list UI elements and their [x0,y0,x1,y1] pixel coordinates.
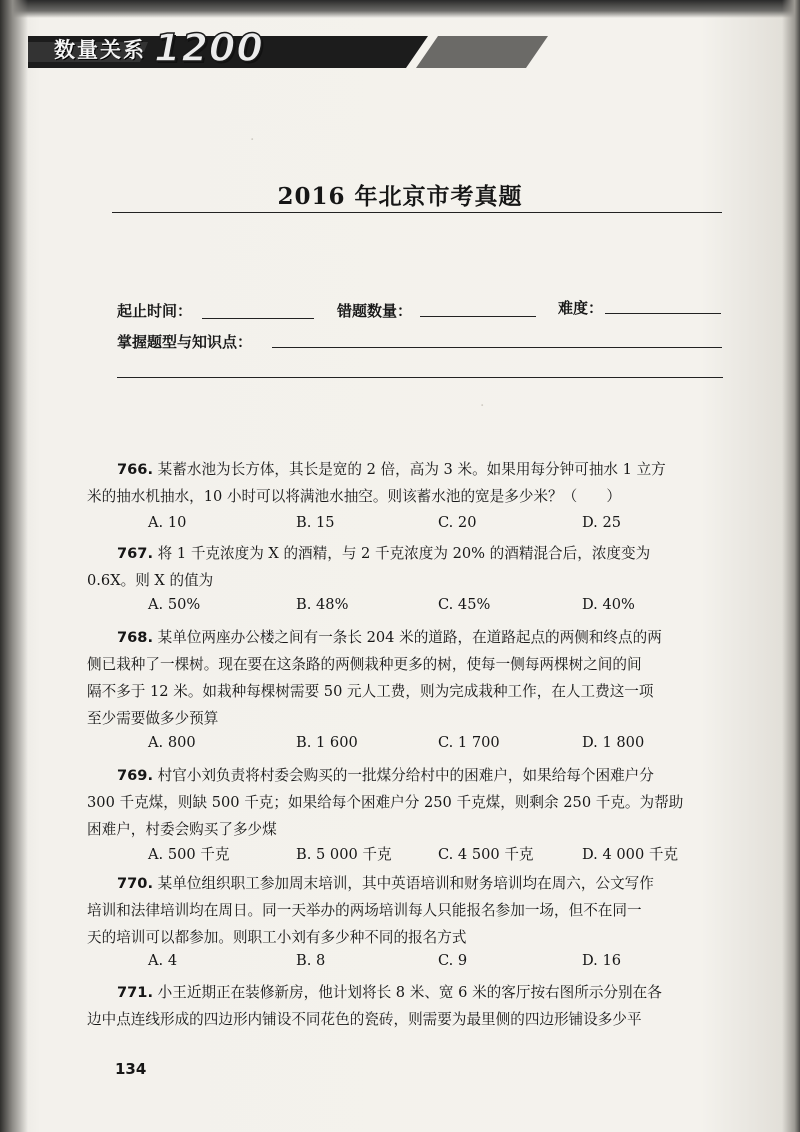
question-number: 770. [117,875,154,892]
option-b[interactable]: B. 15 [296,514,335,531]
wrong-count-label: 错题数量： [337,302,413,320]
options-766 [148,514,708,538]
question-line [87,705,729,732]
option-c[interactable]: C. 9 [438,952,468,969]
option-c[interactable]: C. 4 500 千克 [438,846,534,863]
series-number: 1200 [154,26,264,70]
question-text: 300 千克煤，则缺 500 千克；如果给每个困难户分 250 千克煤，则剩余 250 千克。为帮助 [87,794,684,811]
question-number: 768. [117,629,154,646]
bleed-through-mark: · [250,132,255,148]
question-number: 767. [117,545,154,562]
scan-binding-shadow [0,0,28,1132]
question-text: 培训和法律培训均在周日。同一天举办的两场培训每人只能报名参加一场，但不在同一 [87,902,642,919]
option-c[interactable]: C. 45% [438,596,491,613]
options-767 [148,596,708,620]
question-number: 766. [117,461,154,478]
question-text: 边中点连线形成的四边形内铺设不同花色的瓷砖，则需要为最里侧的四边形铺设多少平 [87,1011,642,1028]
option-d[interactable]: D. 25 [582,514,622,531]
question-number: 769. [117,767,154,784]
options-769 [148,843,708,867]
difficulty-label: 难度： [558,299,604,317]
question-line [117,624,729,651]
question-line [87,924,729,951]
option-b[interactable]: B. 8 [296,952,326,969]
question-text: 天的培训可以都参加。则职工小刘有多少种不同的报名方式 [87,929,467,946]
series-title: 数量关系 [54,38,146,62]
question-767 [87,540,729,594]
question-text: 米的抽水机抽水，10 小时可以将满池水抽空。则该蓄水池的宽是多少米？（ ） [87,488,621,505]
option-a[interactable]: A. 500 千克 [148,846,230,863]
option-d[interactable]: D. 40% [582,596,635,613]
question-text: 隔不多于 12 米。如栽种每棵树需要 50 元人工费，则为完成栽种工作，在人工费这一项 [87,683,654,700]
series-banner [28,28,548,76]
option-a[interactable]: A. 10 [148,514,187,531]
option-d[interactable]: D. 1 800 [582,734,645,751]
question-text: 0.6X。则 X 的值为 [87,572,214,589]
question-line [87,678,729,705]
question-line [87,789,729,816]
wrong-count-blank[interactable] [420,316,536,317]
question-line [117,456,729,483]
page-title: 2016 年北京市考真题 [277,183,523,210]
knowledge-blank[interactable] [272,347,722,348]
question-line [87,567,729,594]
options-768 [148,734,708,758]
options-770 [148,952,708,976]
question-line [87,816,729,843]
start-time-label: 起止时间： [117,302,193,320]
question-768 [87,624,729,732]
option-b[interactable]: B. 5 000 千克 [296,846,392,863]
option-c[interactable]: C. 20 [438,514,477,531]
question-771 [87,979,729,1033]
banner-grey-band [416,36,548,68]
question-line [87,897,729,924]
question-number: 771. [117,984,154,1001]
title-underline [112,212,722,213]
scan-right-shadow [782,0,800,1132]
option-a[interactable]: A. 800 [148,734,196,751]
question-line [87,651,729,678]
question-770 [87,870,729,951]
bleed-through-mark: · [480,398,485,414]
question-text: 某单位组织职工参加周末培训，其中英语培训和财务培训均在周六，公文写作 [157,875,654,892]
question-text: 至少需要做多少预算 [87,710,219,727]
scan-top-shadow [0,0,800,18]
question-766 [87,456,729,510]
page-number: 134 [115,1060,147,1078]
question-text: 将 1 千克浓度为 X 的酒精，与 2 千克浓度为 20% 的酒精混合后，浓度变为 [157,545,651,562]
question-text: 某蓄水池为长方体，其长是宽的 2 倍，高为 3 米。如果用每分钟可抽水 1 立方 [157,461,666,478]
question-text: 村官小刘负责将村委会购买的一批煤分给村中的困难户，如果给每个困难户分 [157,767,654,784]
option-d[interactable]: D. 16 [582,952,622,969]
question-text: 困难户，村委会购买了多少煤 [87,821,277,838]
question-line [117,979,729,1006]
question-line [87,483,729,510]
question-769 [87,762,729,843]
question-line [87,1006,729,1033]
option-a[interactable]: A. 50% [148,596,201,613]
option-b[interactable]: B. 48% [296,596,349,613]
knowledge-label: 掌握题型与知识点： [117,333,253,351]
question-text: 某单位两座办公楼之间有一条长 204 米的道路，在道路起点的两侧和终点的两 [157,629,662,646]
knowledge-blank-2[interactable] [117,377,723,378]
question-line [117,870,729,897]
option-a[interactable]: A. 4 [148,952,178,969]
difficulty-blank[interactable] [605,313,721,314]
question-text: 侧已栽种了一棵树。现在要在这条路的两侧栽种更多的树，使每一侧每两棵树之间的间 [87,656,642,673]
start-time-blank[interactable] [202,318,314,319]
question-line [117,762,729,789]
option-c[interactable]: C. 1 700 [438,734,500,751]
question-text: 小王近期正在装修新房，他计划将长 8 米、宽 6 米的客厅按右图所示分别在各 [157,984,662,1001]
option-d[interactable]: D. 4 000 千克 [582,846,679,863]
option-b[interactable]: B. 1 600 [296,734,358,751]
question-line [117,540,729,567]
